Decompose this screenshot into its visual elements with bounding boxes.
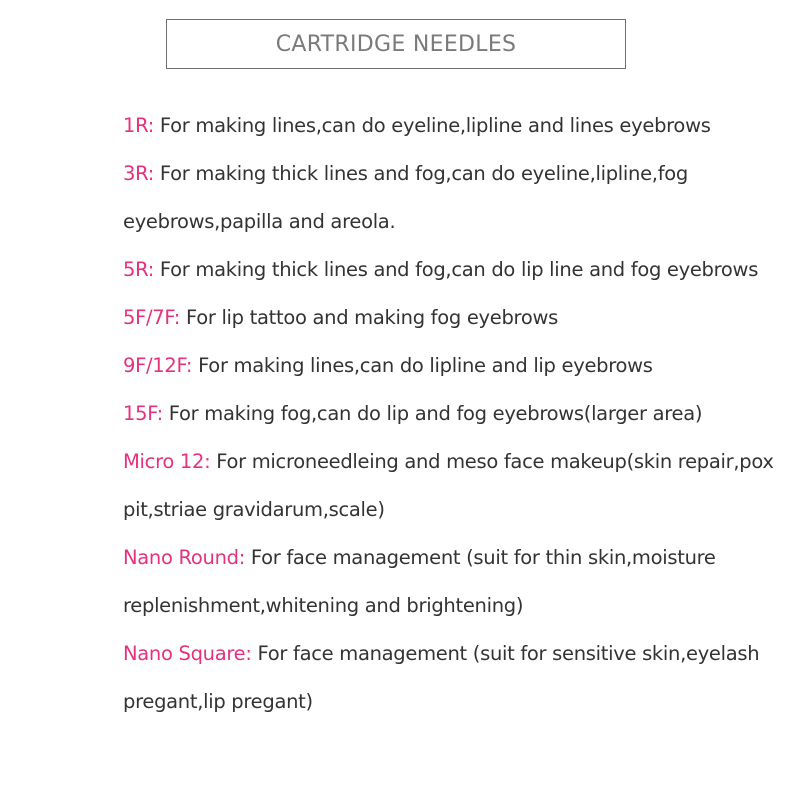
needle-entry-nano-square <box>123 630 793 726</box>
needle-entry-5f-7f <box>123 294 793 342</box>
needle-entry-micro-12 <box>123 438 793 534</box>
needle-label: Nano Round: <box>123 546 245 569</box>
needle-description: For face management (suit for sensitive skin,eyelash pregant,lip pregant) <box>123 642 760 713</box>
needle-description: For making lines,can do lipline and lip eyebrows <box>192 354 653 377</box>
needle-label: 5R: <box>123 258 155 281</box>
title-box <box>166 19 626 69</box>
needle-description: For making fog,can do lip and fog eyebrows(larger area) <box>162 402 703 425</box>
needle-list <box>123 102 793 726</box>
needle-description: For making thick lines and fog,can do eyeline,lipline,fog eyebrows,papilla and areola. <box>123 162 688 233</box>
needle-description: For making thick lines and fog,can do lip line and fog eyebrows <box>154 258 759 281</box>
needle-description: For microneedleing and meso face makeup(skin repair,pox pit,striae gravidarum,scale) <box>123 450 774 521</box>
needle-description: For face management (suit for thin skin,moisture replenishment,whitening and brightening) <box>123 546 716 617</box>
needle-label: 15F: <box>123 402 163 425</box>
needle-entry-3r <box>123 150 793 246</box>
needle-label: Nano Square: <box>123 642 252 665</box>
needle-label: 1R: <box>123 114 155 137</box>
needle-label: Micro 12: <box>123 450 211 473</box>
needle-description: For lip tattoo and making fog eyebrows <box>180 306 558 329</box>
needle-label: 5F/7F: <box>123 306 181 329</box>
needle-label: 3R: <box>123 162 155 185</box>
needle-label: 9F/12F: <box>123 354 193 377</box>
needle-description: For making lines,can do eyeline,lipline and lines eyebrows <box>154 114 711 137</box>
needle-entry-1r <box>123 102 793 150</box>
page-title: CARTRIDGE NEEDLES <box>275 31 517 57</box>
needle-entry-15f <box>123 390 793 438</box>
needle-entry-9f-12f <box>123 342 793 390</box>
needle-entry-5r <box>123 246 793 294</box>
needle-entry-nano-round <box>123 534 793 630</box>
